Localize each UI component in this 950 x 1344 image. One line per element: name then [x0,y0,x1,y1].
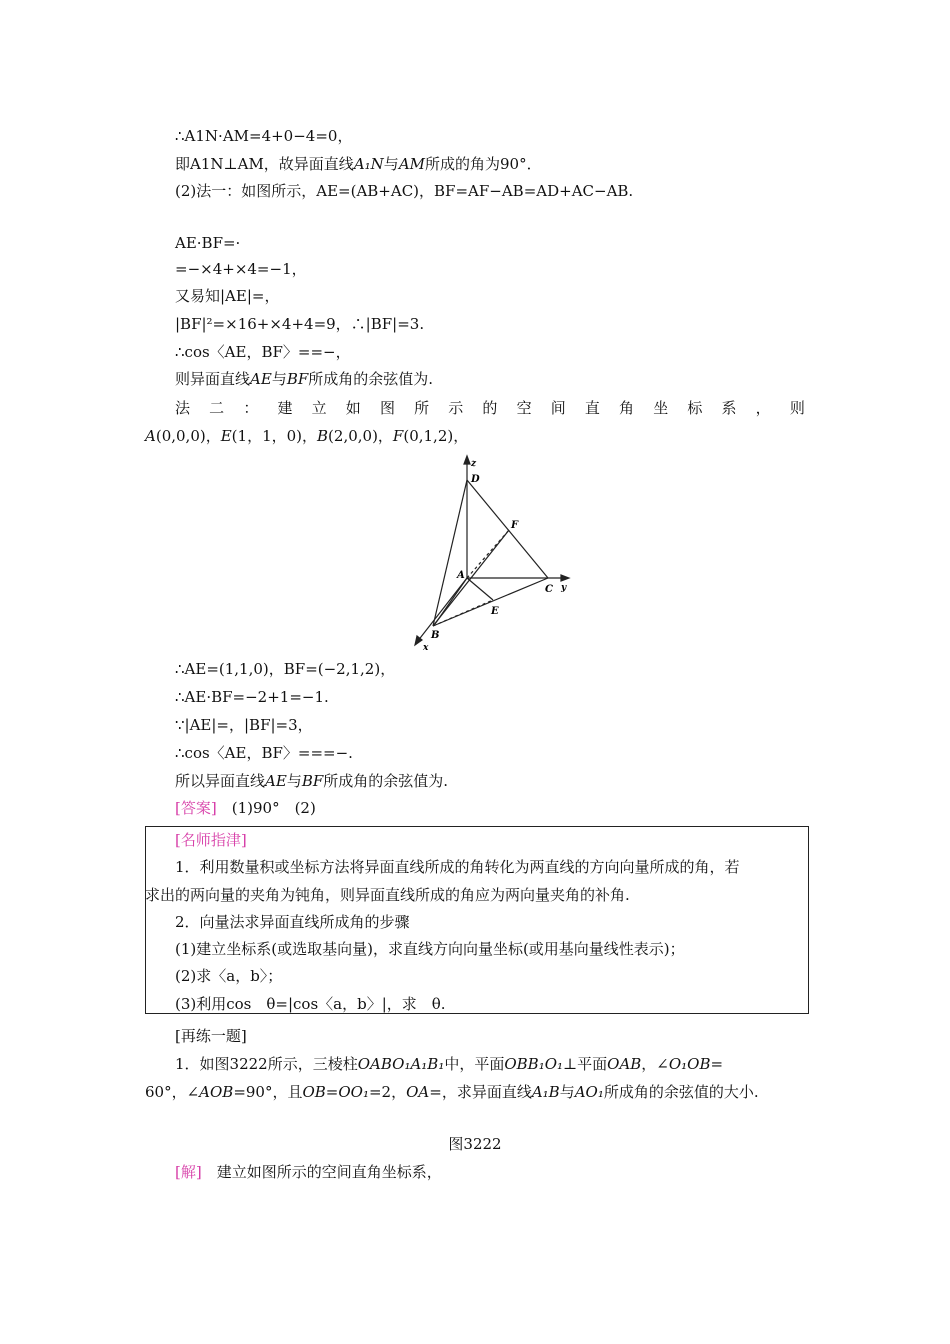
text: =90°，且 [233,1083,303,1101]
line-14: ∵|AE|=，|BF|=3， [175,716,313,734]
spread-char: 图 [379,399,395,417]
text: 则异面直线 [175,370,251,388]
spread-char: ： [243,399,259,417]
tip-5: (3)利用cos θ=|cos〈a，b〉|，求 θ. [175,995,446,1013]
math-var: OBB₁O₁ [504,1055,564,1073]
tip-1b: 求出的两向量的夹角为钝角，则异面直线所成的角应为两向量夹角的补角. [145,886,630,904]
text: 所成的角为90°． [425,155,542,173]
coords: (1，1，0)， [231,427,318,445]
practice-line-1 [175,1054,723,1074]
point-name: E [220,427,232,445]
point-name: F [392,427,404,445]
line-2 [175,154,542,174]
spread-char: 则 [789,399,805,417]
text: ，∠ [641,1055,669,1073]
solution-text: 建立如图所示的空间直角坐标系， [216,1163,442,1181]
line-7: |BF|²=×16+×4+4=9，∴|BF|=3. [175,315,425,333]
label-D: D [471,474,480,485]
tip-4: (2)求〈a，b〉； [175,967,283,985]
line-10-spread [175,398,805,418]
text: 与 [286,772,302,790]
label-y: y [561,583,567,593]
text: 与 [383,155,399,173]
label-A: A [457,570,465,581]
edge-AE [467,578,493,600]
line-9 [175,369,433,389]
coords: (0,1,2)， [403,427,469,445]
label-E: E [491,606,499,617]
label-C: C [545,584,553,595]
text: 中，平面 [444,1055,505,1073]
line-15: ∴cos〈AE，BF〉===−. [175,744,353,762]
text: 1．如图3222所示，三棱柱 [175,1055,358,1073]
point-name: A [145,427,156,445]
text: 即A1N⊥AM，故异面直线 [175,155,354,173]
math-var: O₁OB [668,1055,711,1073]
line-4: AE·BF=· [175,234,241,252]
math-var: OO₁ [338,1083,369,1101]
text: 所成角的余弦值为. [323,772,449,790]
spread-char: 空 [516,399,532,417]
math-var: OB [302,1083,326,1101]
spread-char: 直 [584,399,600,417]
spread-char: 示 [448,399,464,417]
dashed-AF [467,530,509,578]
text: ⊥平面 [563,1055,608,1073]
spread-char: 角 [619,399,635,417]
line-5: =−×4+×4=−1， [175,260,307,278]
spread-char: 立 [311,399,327,417]
line-1: ∴A1N·AM=4+0−4=0， [175,127,353,145]
text: 所以异面直线 [175,772,266,790]
spread-char: 的 [482,399,498,417]
spread-char: 建 [277,399,293,417]
tip-2: 2．向量法求异面直线所成角的步骤 [175,913,410,931]
point-name: B [317,427,329,445]
text: 所成角的余弦值为. [308,370,434,388]
text: 60°，∠ [145,1083,200,1101]
z-arrow [464,456,470,464]
text: = [710,1055,724,1073]
label-B: B [431,630,440,641]
label-z: z [471,459,477,469]
coords: (2,0,0)， [328,427,393,445]
tip-1a: 1．利用数量积或坐标方法将异面直线所成的角转化为两直线的方向向量所成的角，若 [175,858,740,876]
solution-tag: [解] [175,1163,202,1181]
text: =，求异面直线 [429,1083,532,1101]
math-var: OA [406,1083,430,1101]
coords: (0,0,0)， [155,427,221,445]
tetrahedron-figure [405,452,585,652]
math-var: A₁N [353,155,384,173]
tip-3: (1)建立坐标系(或选取基向量)，求直线方向向量坐标(或用基向量线性表示)； [175,940,685,958]
spread-char: 系 [721,399,737,417]
math-var: AOB [199,1083,234,1101]
spread-char: 如 [345,399,361,417]
tip-tag: [名师指津] [175,831,247,849]
answer-tag: [答案] [175,799,217,817]
spread-char: 二 [209,399,225,417]
math-var: AM [398,155,426,173]
label-F: F [511,520,519,531]
line-12: ∴AE=(1,1,0)，BF=(−2,1,2)， [175,660,396,678]
answer-text: (1)90° (2) [231,799,316,817]
math-var: OAB [607,1055,642,1073]
spread-char: 法 [175,399,191,417]
math-var: BF [286,370,309,388]
label-x: x [423,643,429,652]
math-var: AO₁ [574,1083,604,1101]
math-var: AE [250,370,272,388]
edge-AB2 [435,578,467,624]
figure-caption: 图3222 [448,1135,502,1153]
y-arrow [561,575,569,581]
spread-char: ， [755,399,771,417]
practice-tag: [再练一题] [175,1027,247,1045]
spread-char: 坐 [653,399,669,417]
line-13: ∴AE·BF=−2+1=−1. [175,688,329,706]
math-var: BF [301,772,324,790]
line-11 [145,426,468,446]
spread-char: 所 [414,399,430,417]
spread-char: 标 [687,399,703,417]
text: 与 [271,370,287,388]
text: = [325,1083,339,1101]
answer-line [175,798,316,818]
math-var: A₁B [531,1083,560,1101]
practice-line-2 [145,1082,759,1102]
text: 所成角的余弦值的大小. [603,1083,759,1101]
line-3: (2)法一：如图所示，AE=(AB+AC)，BF=AF−AB=AD+AC−AB. [175,182,634,200]
spread-char: 间 [550,399,566,417]
math-var: AE [265,772,287,790]
line-6: 又易知|AE|=， [175,287,280,305]
line-8: ∴cos〈AE，BF〉==−， [175,343,351,361]
text: =2， [368,1083,407,1101]
math-var: OABO₁A₁B₁ [357,1055,445,1073]
solution-line [175,1162,442,1182]
line-16 [175,771,448,791]
text: 与 [559,1083,575,1101]
